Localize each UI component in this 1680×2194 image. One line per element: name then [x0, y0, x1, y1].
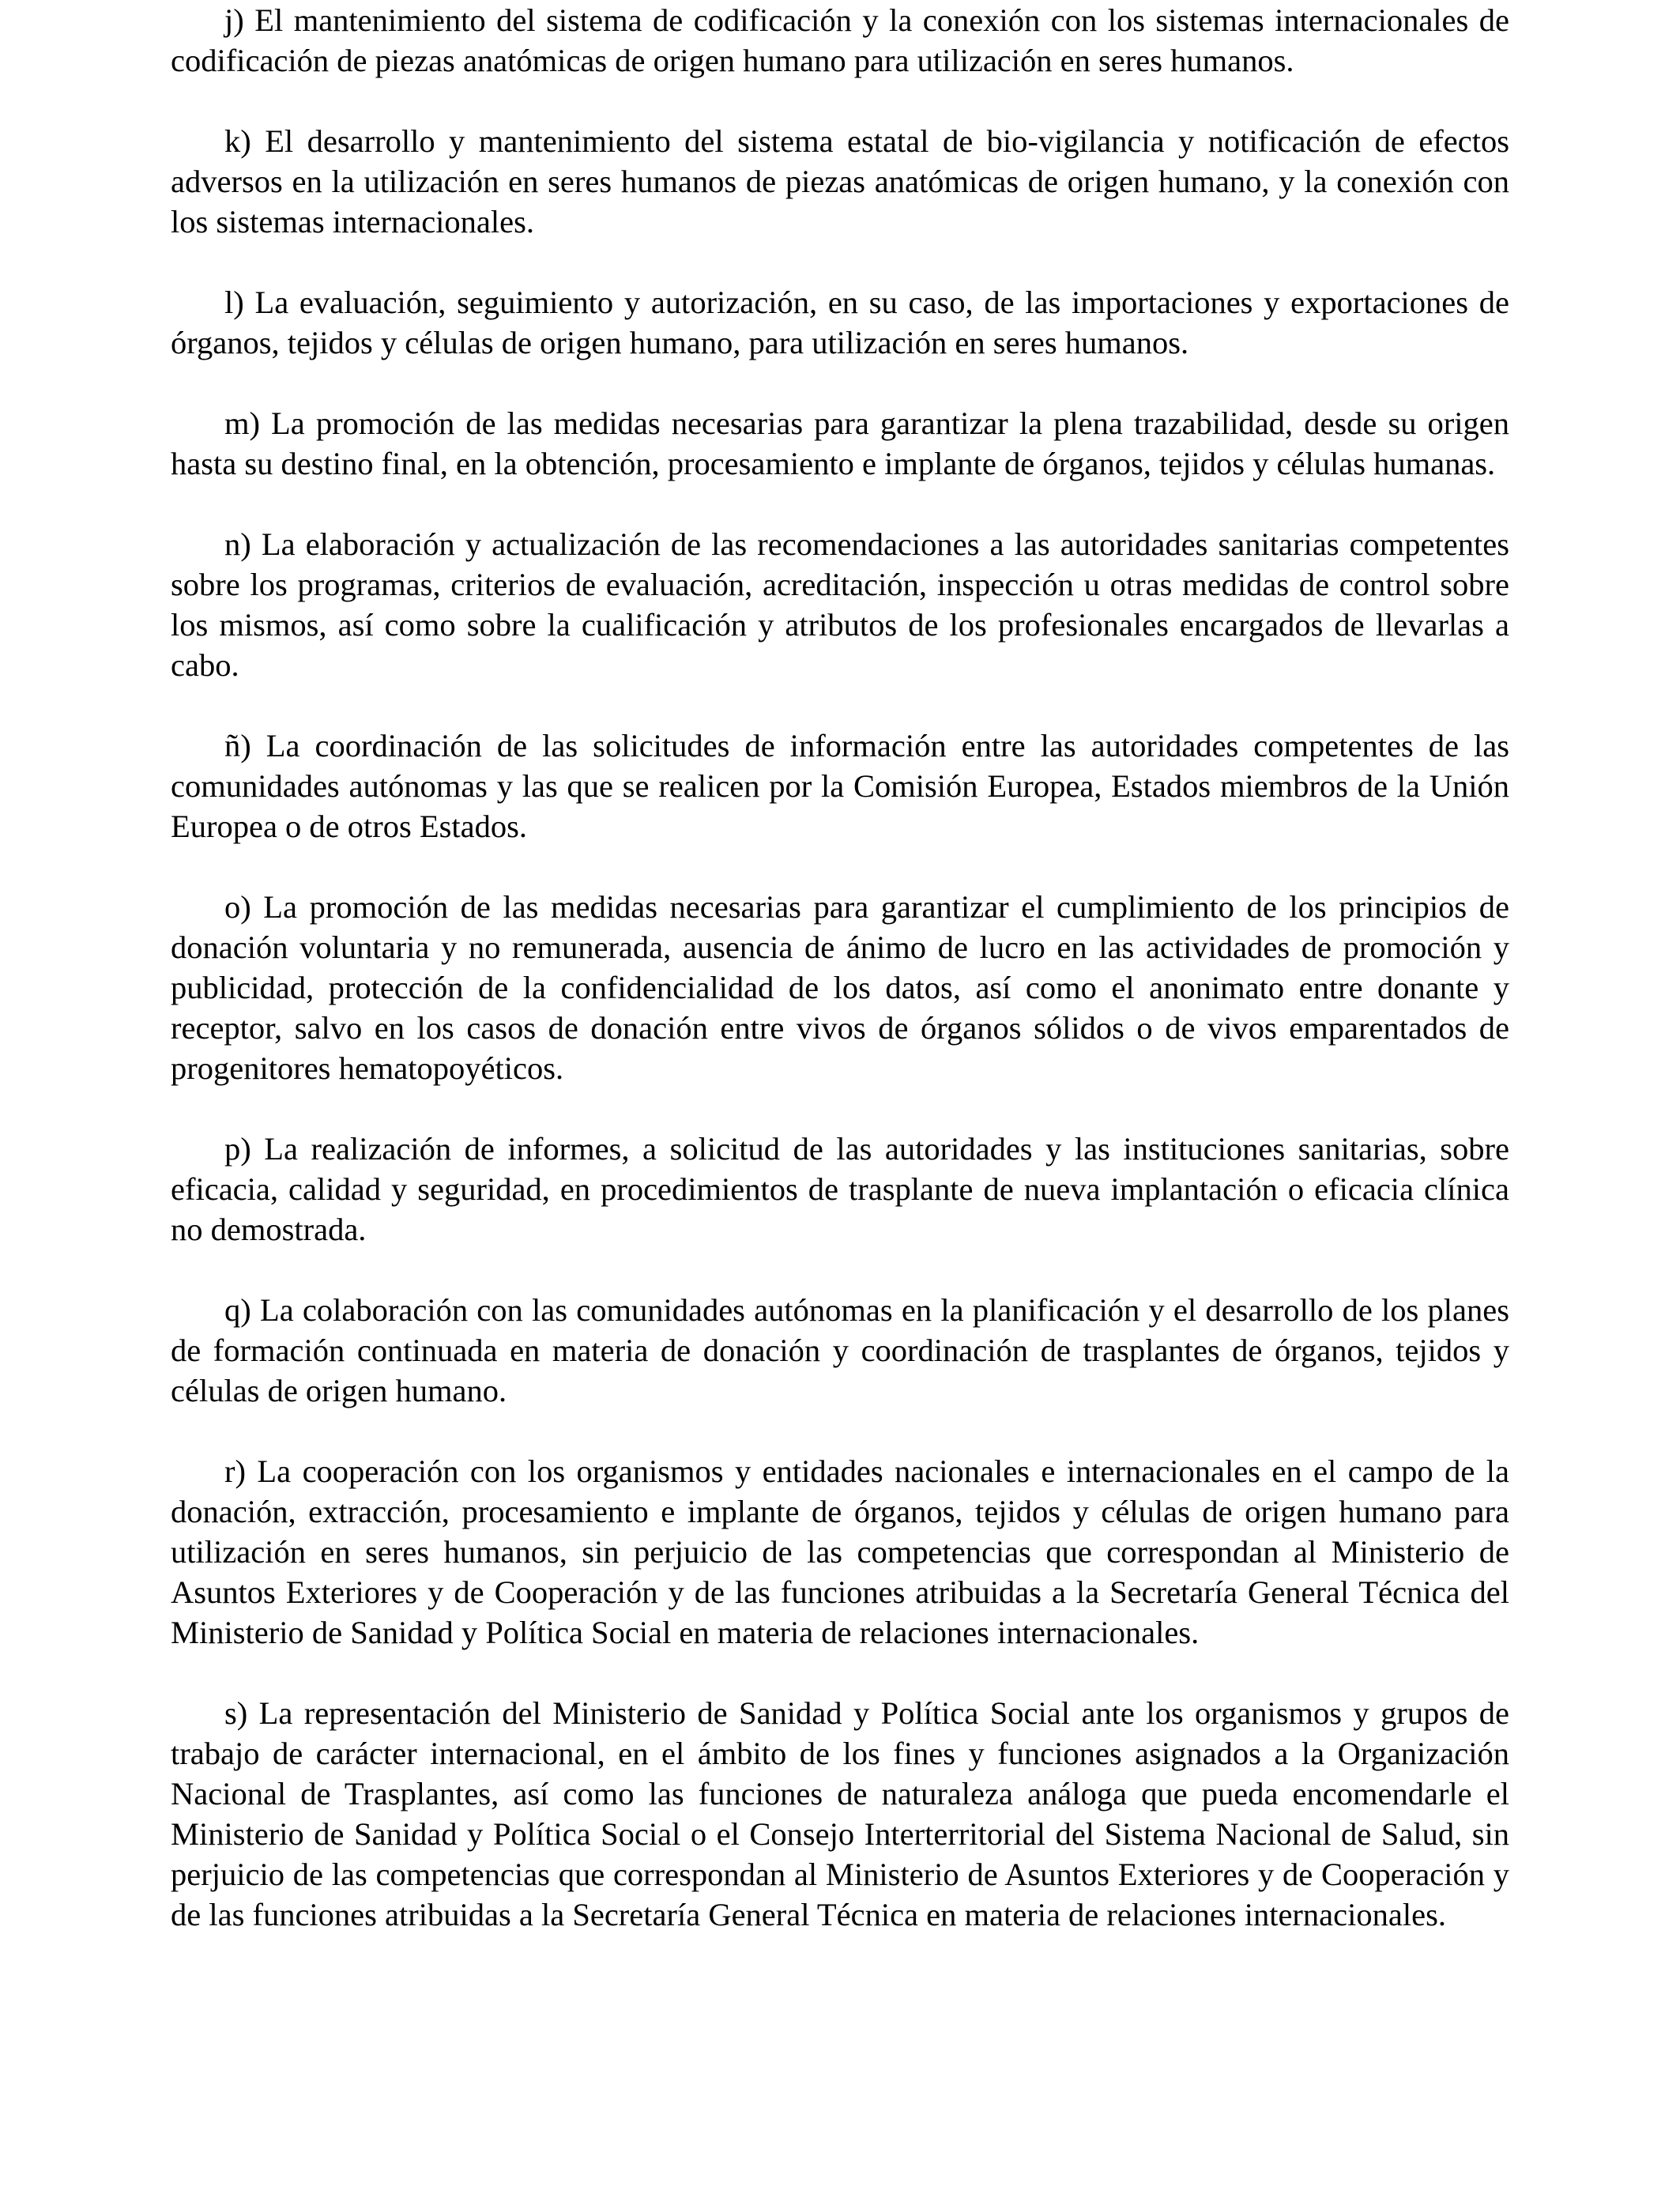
- paragraph-o: o) La promoción de las medidas necesarias para garantizar el cumplimiento de los principios de donación voluntaria y no remunerada, ausencia de ánimo de lucro en las actividades de promoción y publicidad, protección de la confidencialidad de los datos, así como el anonimato entre donante y receptor, salvo en los casos de donación entre vivos de órganos sólidos o de vivos emparentados de progenitores hematopoyéticos.: [171, 889, 1509, 1086]
- document-page: [171, 0, 1509, 1935]
- paragraph-p: p) La realización de informes, a solicitud de las autoridades y las instituciones sanitarias, sobre eficacia, calidad y seguridad, en procedimientos de trasplante de nueva implantación o eficacia clínica no demostrada.: [171, 1131, 1509, 1247]
- paragraph-j: j) El mantenimiento del sistema de codificación y la conexión con los sistemas internacionales de codificación de piezas anatómicas de origen humano para utilización en seres humanos.: [171, 2, 1509, 78]
- paragraph-r: r) La cooperación con los organismos y entidades nacionales e internacionales en el campo de la donación, extracción, procesamiento e implante de órganos, tejidos y células de origen humano para utilización en seres humanos, sin perjuicio de las competencias que correspondan al Ministerio de Asuntos Exteriores y de Cooperación y de las funciones atribuidas a la Secretaría General Técnica del Ministerio de Sanidad y Política Social en materia de relaciones internacionales.: [171, 1453, 1509, 1650]
- paragraph-s: s) La representación del Ministerio de Sanidad y Política Social ante los organismos y grupos de trabajo de carácter internacional, en el ámbito de los fines y funciones asignados a la Organización Nacional de Trasplantes, así como las funciones de naturaleza análoga que pueda encomendarle el Ministerio de Sanidad y Política Social o el Consejo Interterritorial del Sistema Nacional de Salud, sin perjuicio de las competencias que correspondan al Ministerio de Asuntos Exteriores y de Cooperación y de las funciones atribuidas a la Secretaría General Técnica en materia de relaciones internacionales.: [171, 1695, 1509, 1932]
- paragraph-m: m) La promoción de las medidas necesarias para garantizar la plena trazabilidad, desde su origen hasta su destino final, en la obtención, procesamiento e implante de órganos, tejidos y células humanas.: [171, 405, 1509, 481]
- paragraph-n: n) La elaboración y actualización de las recomendaciones a las autoridades sanitarias competentes sobre los programas, criterios de evaluación, acreditación, inspección u otras medidas de control sobre los mismos, así como sobre la cualificación y atributos de los profesionales encargados de llevarlas a cabo.: [171, 526, 1509, 683]
- paragraph-k: k) El desarrollo y mantenimiento del sistema estatal de bio-vigilancia y notificación de efectos adversos en la utilización en seres humanos de piezas anatómicas de origen humano, y la conexión con los sistemas internacionales.: [171, 123, 1509, 239]
- paragraph-q: q) La colaboración con las comunidades autónomas en la planificación y el desarrollo de los planes de formación continuada en materia de donación y coordinación de trasplantes de órganos, tejidos y células de origen humano.: [171, 1292, 1509, 1408]
- paragraph-enye: ñ) La coordinación de las solicitudes de información entre las autoridades competentes de las comunidades autónomas y las que se realicen por la Comisión Europea, Estados miembros de la Unión Europea o de otros Estados.: [171, 728, 1509, 844]
- paragraph-l: l) La evaluación, seguimiento y autorización, en su caso, de las importaciones y exportaciones de órganos, tejidos y células de origen humano, para utilización en seres humanos.: [171, 285, 1509, 360]
